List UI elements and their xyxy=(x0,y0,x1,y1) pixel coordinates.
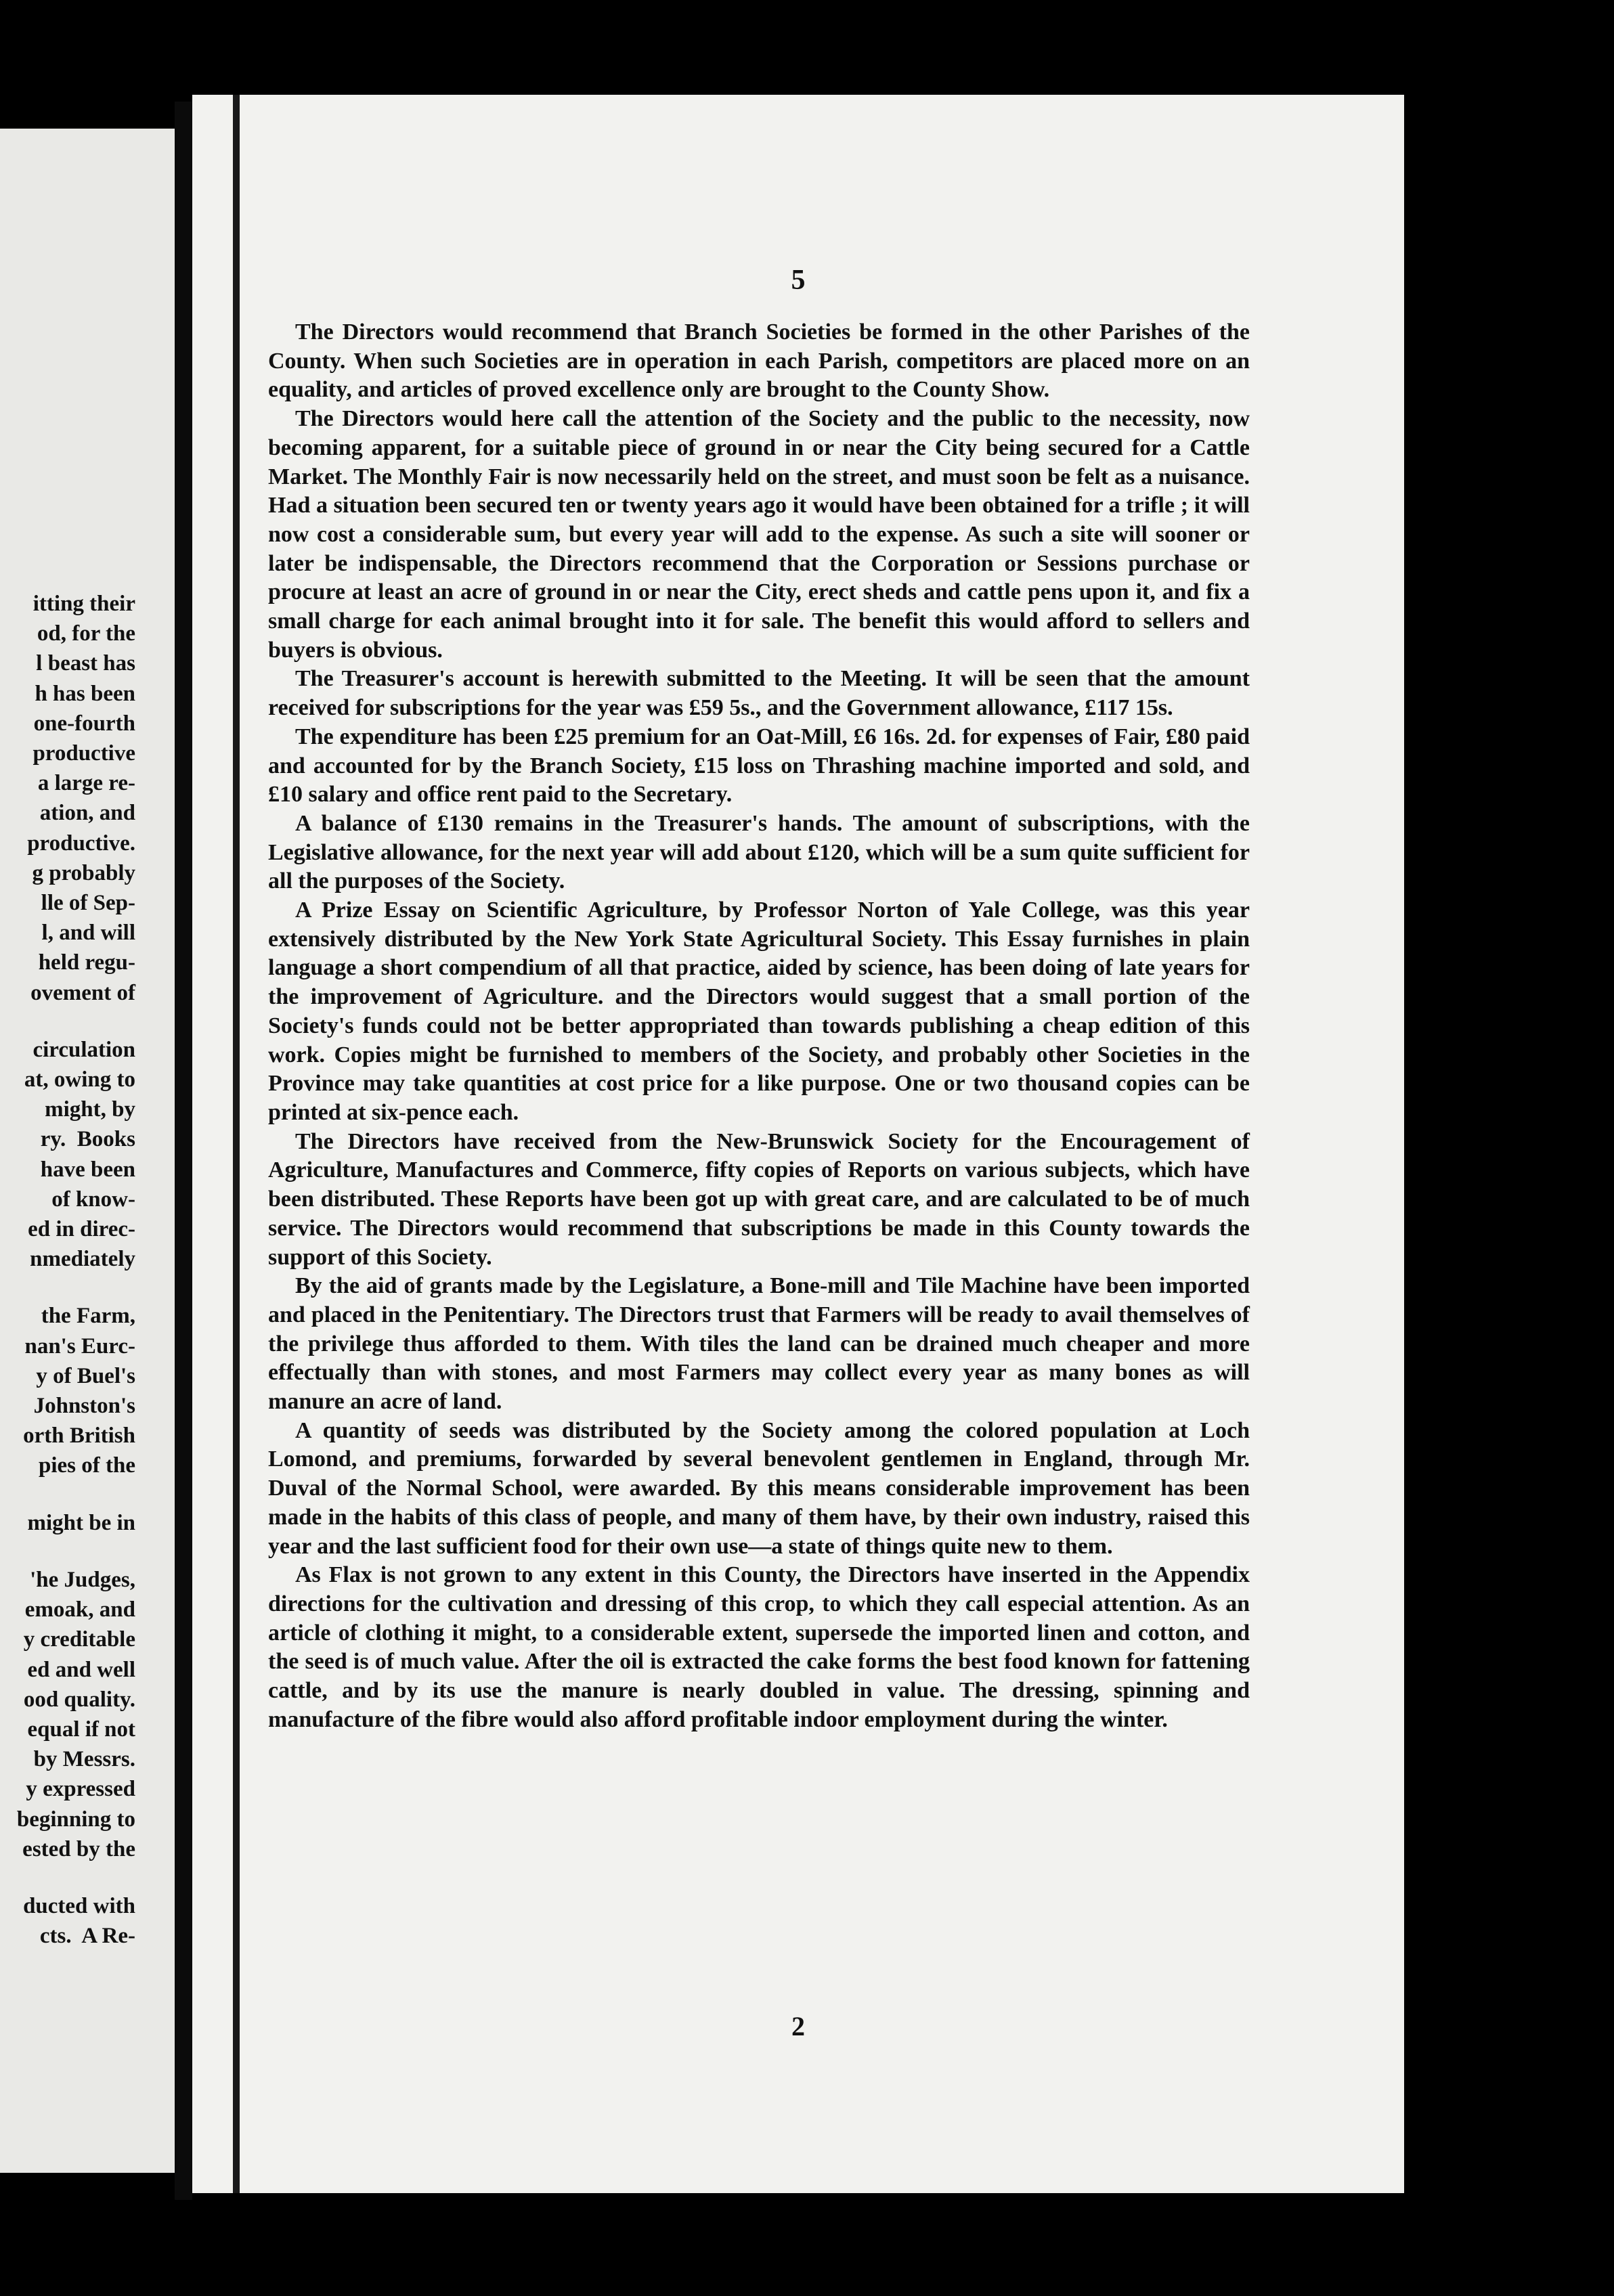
paragraph: By the aid of grants made by the Legislature, a Bone-mill and Tile Machine have been imported and placed in the Penitentiary. The Directors trust that Farmers will be ready to avail themselves of the privilege thus afforded to them. With tiles the land can be drained much cheaper and more effectually than with stones, and most Farmers may collect every year as many bones as will manure an acre of land. xyxy=(268,1273,1250,1415)
facing-page-line: lle of Sep- xyxy=(41,891,135,916)
facing-page-line: one-fourth xyxy=(33,711,135,736)
paragraph: The Directors would recommend that Branch Societies be formed in the other Parishes of the County. When such Societies are in operation in each Parish, competitors are placed more on an equality, and articles of proved excellence only are brought to the County Show. xyxy=(268,319,1250,403)
facing-page-line: at, owing to xyxy=(24,1067,135,1092)
line-gap xyxy=(17,1008,135,1035)
facing-page-line: equal if not xyxy=(27,1717,135,1742)
paragraph: A quantity of seeds was distributed by the Society among the colored population at Loch Lomond, and premiums, forwarded by several benevolent gentlemen in England, through Mr. Duval of the Normal School, were awarded. By this means considerable improvement has been made in the habits of this class of people, and many of them have, by their own industry, raised this year and the last sufficient food for their own use—a state of things quite new to them. xyxy=(268,1417,1250,1559)
facing-page-line: y expressed xyxy=(26,1777,135,1802)
paragraph: As Flax is not grown to any extent in this County, the Directors have inserted in the Appendix directions for the cultivation and dressing of this crop, to which they call especial attention. As an article of clothing it might, to a considerable extent, supersede the imported linen and cotton, and the seed is of much value. After the oil is extracted the cake forms the best food known for fattening cattle, and by its use the manure is nearly doubled in value. The dressing, spinning and manufacture of the fibre would also afford profitable indoor employment during the winter. xyxy=(268,1562,1250,1732)
facing-page-line: ation, and xyxy=(39,801,135,826)
paragraph: A Prize Essay on Scientific Agriculture, by Professor Norton of Yale College, was this year extensively distributed by the New York State Agricultural Society. This Essay furnishes in plain language a short compendium of all that practice, aided by science, has been doing of late years for the improvement of Agriculture. and the Directors would suggest that a small portion of the Society's funds could not be better appropriated than towards publishing a cheap edition of this work. Copies might be furnished to members of the Society, and probably other Societies in the Province may take quantities at cost price for a like purpose. One or two thousand copies can be printed at six-pence each. xyxy=(268,898,1250,1125)
line-gap xyxy=(17,1538,135,1565)
facing-page-line: g probably xyxy=(32,860,135,885)
facing-page-line: y creditable xyxy=(23,1627,135,1652)
facing-page-line: ducted with xyxy=(23,1893,135,1918)
facing-page-line: by Messrs. xyxy=(33,1747,135,1772)
facing-page-line: ovement of xyxy=(30,980,135,1005)
facing-page-line: ood quality. xyxy=(23,1687,135,1712)
facing-page-line: productive xyxy=(32,741,135,766)
facing-page-line: of know- xyxy=(51,1187,135,1212)
facing-page-line: ry. Books xyxy=(40,1127,135,1152)
paragraph: The Treasurer's account is herewith submitted to the Meeting. It will be seen that the amount received for subscriptions for the year was £59 5s., and the Government allowance, £117 15s. xyxy=(268,666,1250,721)
paragraph: The expenditure has been £25 premium for an Oat-Mill, £6 16s. 2d. for expenses of Fair, £80 paid and accounted for by the Branch Society, £15 loss on Thrashing machine imported and sold, and £10 salary and office rent paid to the Secretary. xyxy=(268,724,1250,808)
facing-page-line: Johnston's xyxy=(33,1394,135,1419)
facing-page-line: pies of the xyxy=(39,1453,135,1478)
facing-page-line: ed in direc- xyxy=(28,1217,135,1242)
facing-page-line: cts. A Re- xyxy=(39,1924,135,1949)
facing-page-line: itting their xyxy=(32,592,135,616)
facing-page-line: emoak, and xyxy=(24,1597,135,1622)
facing-page-line: ed and well xyxy=(27,1657,135,1682)
document-page xyxy=(192,95,1404,2193)
facing-page-line: might, by xyxy=(45,1097,135,1122)
facing-page-line: y of Buel's xyxy=(36,1363,135,1388)
facing-page-line: circulation xyxy=(32,1037,135,1062)
facing-page-line: od, for the xyxy=(37,621,135,646)
line-gap xyxy=(17,1864,135,1891)
book-gutter xyxy=(175,102,192,2200)
facing-page-line: orth British xyxy=(23,1423,135,1449)
paragraph: The Directors would here call the attention of the Society and the public to the necessity, now becoming apparent, for a suitable piece of ground in or near the City being secured for a Cattle Market. The Monthly Fair is now necessarily held on the street, and must soon be felt as a nuisance. Had a situation been secured ten or twenty years ago it would have been obtained for a trifle ; it will now cost a considerable sum, but every year will add to the expense. As such a site will sooner or later be indispensable, the Directors recommend that the Corporation or Sessions purchase or procure at least an acre of ground in or near the City, erect sheds and cattle pens upon it, and fix a small charge for each animal brought into it for sale. The benefit this would afford to sellers and buyers is obvious. xyxy=(268,406,1250,663)
facing-page-line: nan's Eurc- xyxy=(24,1333,135,1359)
facing-page-line: nmediately xyxy=(30,1247,135,1272)
paragraph: The Directors have received from the New-Brunswick Society for the Encouragement of Agriculture, Manufactures and Commerce, fifty copies of Reports on various subjects, which have been distributed. These Reports have been got up with great care, and are calculated to be of much service. The Directors would recommend that subscriptions be made in this County towards the support of this Society. xyxy=(268,1128,1250,1270)
facing-page-line: have been xyxy=(40,1157,135,1182)
signature-mark: 2 xyxy=(791,2011,805,2041)
facing-page-line: beginning to xyxy=(16,1807,135,1832)
facing-page-line: a large re- xyxy=(37,771,135,796)
facing-page-line: l beast has xyxy=(36,651,135,676)
facing-page-line: l, and will xyxy=(41,921,135,946)
facing-page-line: might be in xyxy=(27,1510,135,1535)
facing-page-line: 'he Judges, xyxy=(30,1567,135,1592)
line-gap xyxy=(17,1481,135,1508)
facing-page-line: held regu- xyxy=(38,950,135,975)
facing-page-line: ested by the xyxy=(22,1836,135,1861)
paragraph: A balance of £130 remains in the Treasurer's hands. The amount of subscriptions, with the Legislative allowance, for the next year will add about £120, which will be a sum quite sufficient for all the purposes of the Society. xyxy=(268,810,1250,894)
facing-page-lines xyxy=(17,589,135,1951)
line-gap xyxy=(17,1274,135,1301)
facing-page-line: productive. xyxy=(27,831,135,856)
facing-page-fragment xyxy=(0,129,175,2173)
page-body xyxy=(268,318,1250,1734)
page-number: 5 xyxy=(791,265,806,296)
facing-page-line: h has been xyxy=(35,681,135,706)
facing-page-line: the Farm, xyxy=(41,1304,135,1329)
